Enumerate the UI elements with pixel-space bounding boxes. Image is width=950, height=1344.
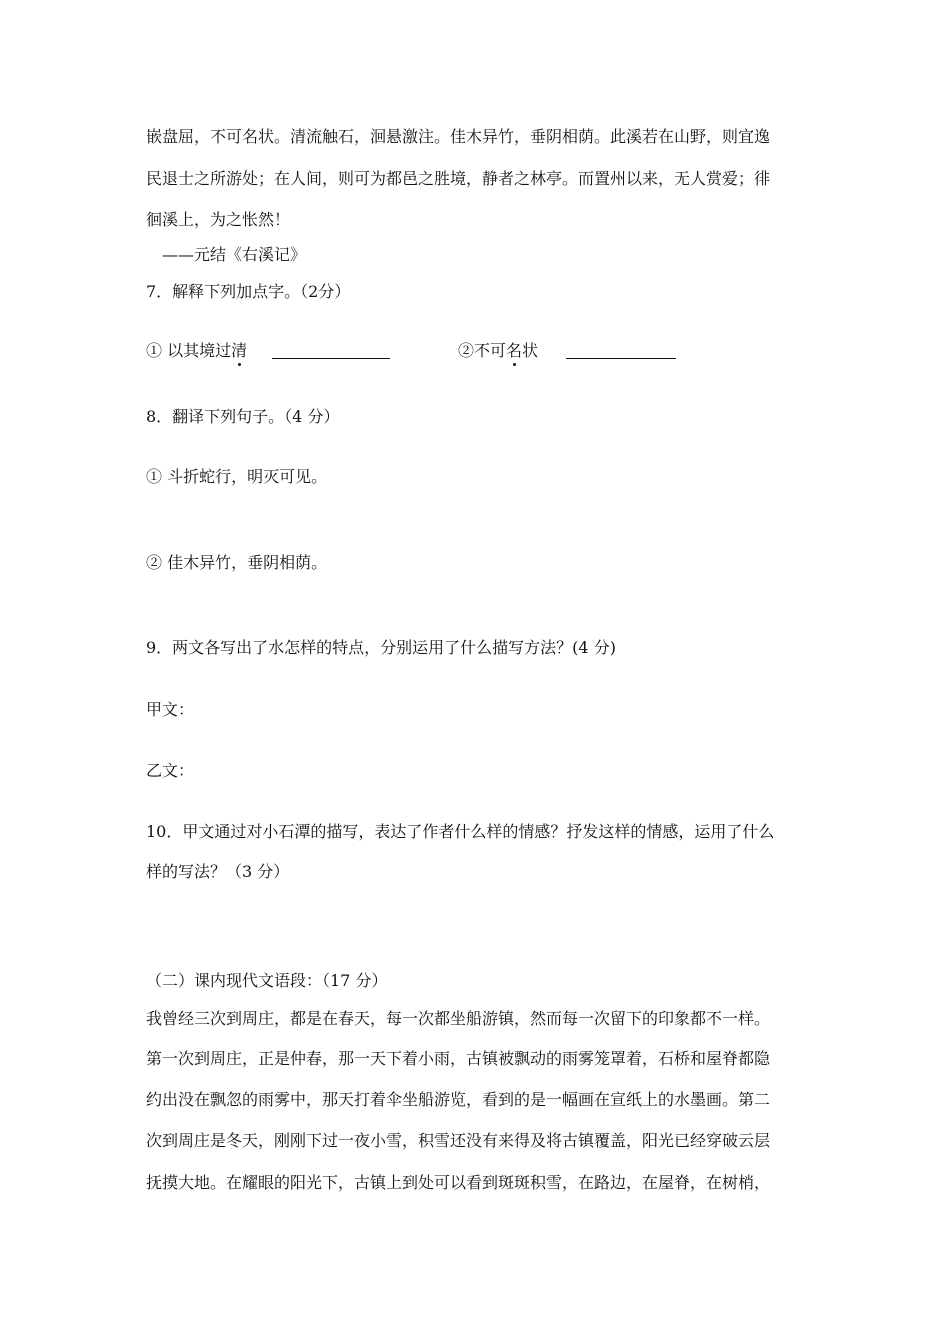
answer-blank-2[interactable] <box>566 358 676 359</box>
question-8-title: 8．翻译下列句子。（4 分） <box>146 407 340 426</box>
question-10-line: 10．甲文通过对小石潭的描写，表达了作者什么样的情感？抒发这样的情感，运用了什么 <box>146 822 775 841</box>
answer-label-a: 甲文： <box>146 700 195 719</box>
question-7-item-1 <box>146 341 247 361</box>
item-text: 状 <box>522 341 539 360</box>
answer-blank-1[interactable] <box>272 358 390 359</box>
answer-label-b: 乙文： <box>146 761 195 780</box>
modern-passage-line: 次到周庄是冬天，刚刚下过一夜小雪，积雪还没有来得及将古镇覆盖，阳光已经穿破云层 <box>146 1131 771 1150</box>
question-9-title: 9．两文各写出了水怎样的特点，分别运用了什么描写方法？(4 分) <box>146 638 616 657</box>
modern-passage-line: 约出没在飘忽的雨雾中，那天打着伞坐船游览，看到的是一幅画在宣纸上的水墨画。第二 <box>146 1090 771 1109</box>
passage-line: 嵌盘屈，不可名状。清流触石，洄悬激注。佳木异竹，垂阴相荫。此溪若在山野，则宜逸 <box>146 127 771 146</box>
modern-passage-line: 抚摸大地。在耀眼的阳光下，古镇上到处可以看到斑斑积雪，在路边，在屋脊，在树梢， <box>146 1173 771 1192</box>
item-text: ① 以其境过 <box>146 341 232 360</box>
dotted-character: 清 <box>231 341 248 360</box>
question-7-item-2 <box>458 341 538 361</box>
dotted-character: 名 <box>506 341 523 360</box>
modern-passage-line: 第一次到周庄，正是仲春，那一天下着小雨，古镇被飘动的雨雾笼罩着，石桥和屋脊都隐 <box>146 1049 771 1068</box>
question-8-item-2: ② 佳木异竹，垂阴相荫。 <box>146 553 328 572</box>
modern-passage-line: 我曾经三次到周庄，都是在春天，每一次都坐船游镇，然而每一次留下的印象都不一样。 <box>146 1009 771 1028</box>
item-text: ②不可 <box>458 341 507 360</box>
passage-source: ——元结《右溪记》 <box>162 245 307 264</box>
question-10-line: 样的写法？（3 分） <box>146 862 290 881</box>
section-heading: （二）课内现代文语段：（17 分） <box>146 971 388 990</box>
passage-line: 徊溪上，为之怅然！ <box>146 210 291 229</box>
passage-line: 民退士之所游处；在人间，则可为都邑之胜境，静者之林亭。而置州以来，无人赏爱；徘 <box>146 169 771 188</box>
question-8-item-1: ① 斗折蛇行，明灭可见。 <box>146 467 328 486</box>
question-7-title: 7．解释下列加点字。（2分） <box>146 282 351 301</box>
